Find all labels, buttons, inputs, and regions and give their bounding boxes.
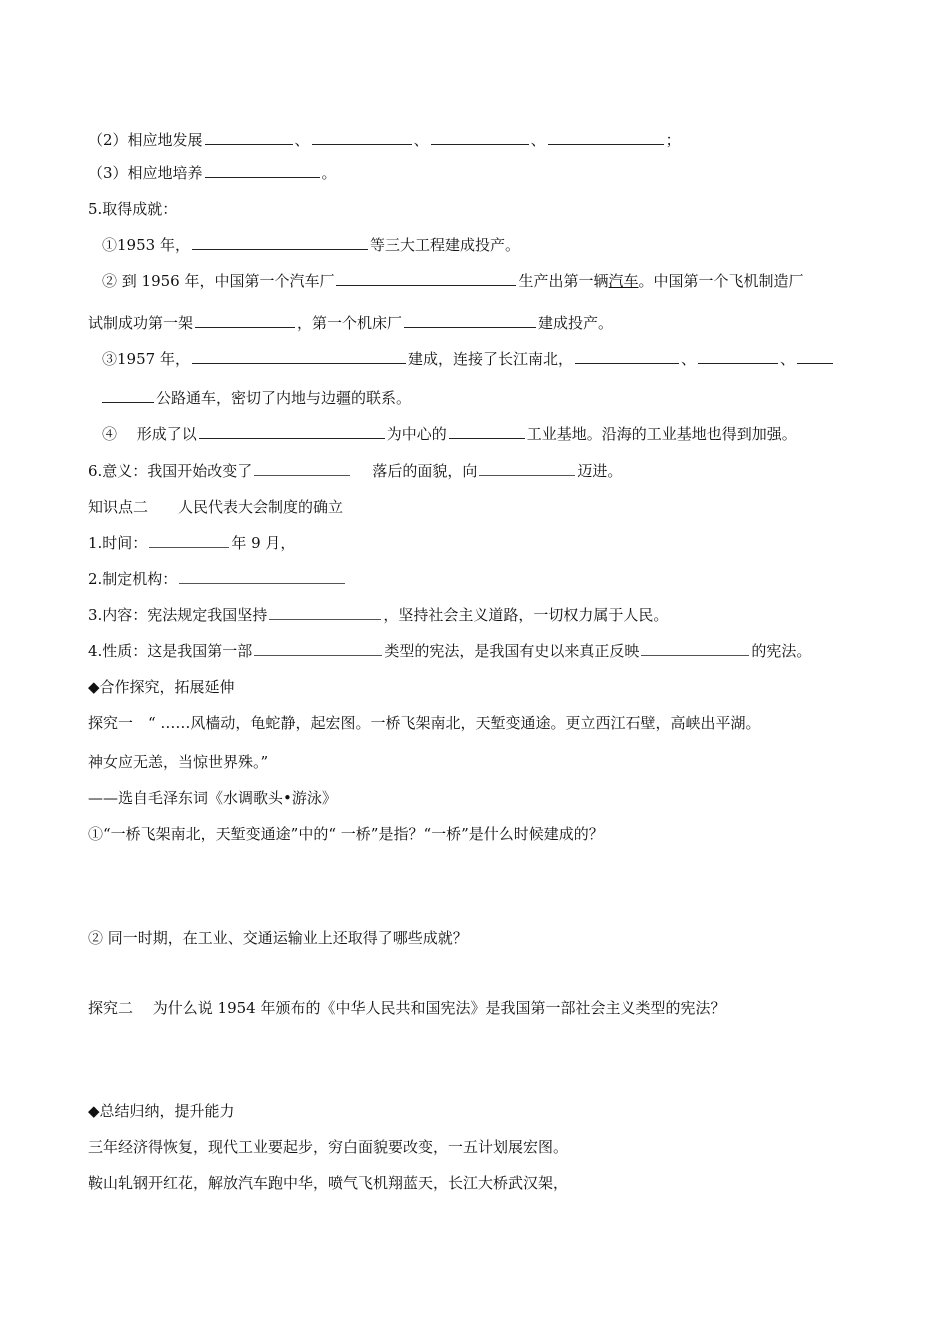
highway-line: 公路通车，密切了内地与边疆的联系。 (102, 388, 411, 408)
answer-blank[interactable] (254, 641, 382, 656)
explore-two: 探究二 为什么说 1954 年颁布的《中华人民共和国宪法》是我国第一部社会主义类型的宪法？ (88, 999, 726, 1017)
answer-blank[interactable] (641, 641, 749, 656)
aircraft-lathe-line: 试制成功第一架 ，第一个机床厂 建成投产。 (88, 314, 614, 332)
answer-blank[interactable] (102, 388, 154, 403)
question-2: ② 同一时期，在工业、交通运输业上还取得了哪些成就？ (88, 929, 468, 947)
answer-blank[interactable] (312, 130, 412, 145)
significance-line: 6.意义：我国开始改变了 落后的面貌，向 迈进。 (88, 462, 623, 480)
poem-source: ——选自毛泽东词《水调歌头•游泳》 (88, 789, 337, 807)
summary-rhyme-1: 三年经济得恢复，现代工业要起步，穷白面貌要改变，一五计划展宏图。 (88, 1138, 569, 1156)
answer-blank[interactable] (192, 349, 406, 364)
institution-line: 2.制定机构： (88, 569, 347, 589)
answer-blank[interactable] (797, 349, 833, 364)
question-1: ①“一桥飞架南北，天堑变通途”中的“ 一桥”是指？“一桥”是什么时候建成的？ (88, 825, 604, 843)
answer-blank[interactable] (199, 424, 385, 439)
explore-one-poem: 探究一 “ ……风樯动，龟蛇静，起宏图。一桥飞架南北，天堑变通途。更立西江石壁，高峡出平湖。 (88, 714, 761, 732)
answer-blank[interactable] (205, 163, 320, 178)
answer-blank[interactable] (205, 130, 293, 145)
answer-blank[interactable] (149, 533, 229, 548)
summary-rhyme-2: 鞍山轧钢开红花，解放汽车跑中华，喷气飞机翔蓝天，长江大桥武汉架， (88, 1174, 569, 1192)
answer-blank[interactable] (575, 349, 679, 364)
answer-blank[interactable] (548, 130, 664, 145)
explore-heading: ◆合作探究，拓展延伸 (88, 678, 235, 696)
answer-blank[interactable] (195, 313, 295, 328)
achievement-1957: ③1957 年， 建成，连接了长江南北， 、 、 (102, 349, 835, 369)
answer-blank[interactable] (698, 349, 778, 364)
nature-line: 4.性质：这是我国第一部 类型的宪法，是我国有史以来真正反映 的宪法。 (88, 642, 812, 660)
develop-line: （2）相应地发展 、 、 、 ； (88, 131, 681, 149)
answer-blank[interactable] (449, 424, 525, 439)
achievement-1956: ② 到 1956 年，中国第一个汽车厂 生产出第一辆汽车。中国第一个飞机制造厂 (102, 272, 804, 290)
answer-blank[interactable] (254, 461, 350, 476)
summary-heading: ◆总结归纳，提升能力 (88, 1102, 235, 1120)
answer-blank[interactable] (479, 461, 575, 476)
content-line: 3.内容：宪法规定我国坚持 ，坚持社会主义道路，一切权力属于人民。 (88, 606, 669, 624)
answer-blank[interactable] (269, 605, 381, 620)
poem-continuation: 神女应无恙，当惊世界殊。” (88, 753, 269, 771)
answer-blank[interactable] (179, 569, 345, 584)
achievements-heading: 5.取得成就： (88, 200, 178, 218)
answer-blank[interactable] (192, 235, 368, 250)
achievement-1953: ①1953 年， 等三大工程建成投产。 (102, 236, 520, 254)
time-line: 1.时间： 年 9 月， (88, 534, 296, 552)
section-heading: 知识点二 人民代表大会制度的确立 (88, 498, 344, 516)
answer-blank[interactable] (431, 130, 529, 145)
answer-blank[interactable] (336, 271, 516, 286)
answer-blank[interactable] (404, 313, 536, 328)
industrial-base-line: ④ 形成了以 为中心的 工业基地。沿海的工业基地也得到加强。 (102, 425, 797, 443)
cultivate-line: （3）相应地培养 。 (88, 164, 337, 182)
